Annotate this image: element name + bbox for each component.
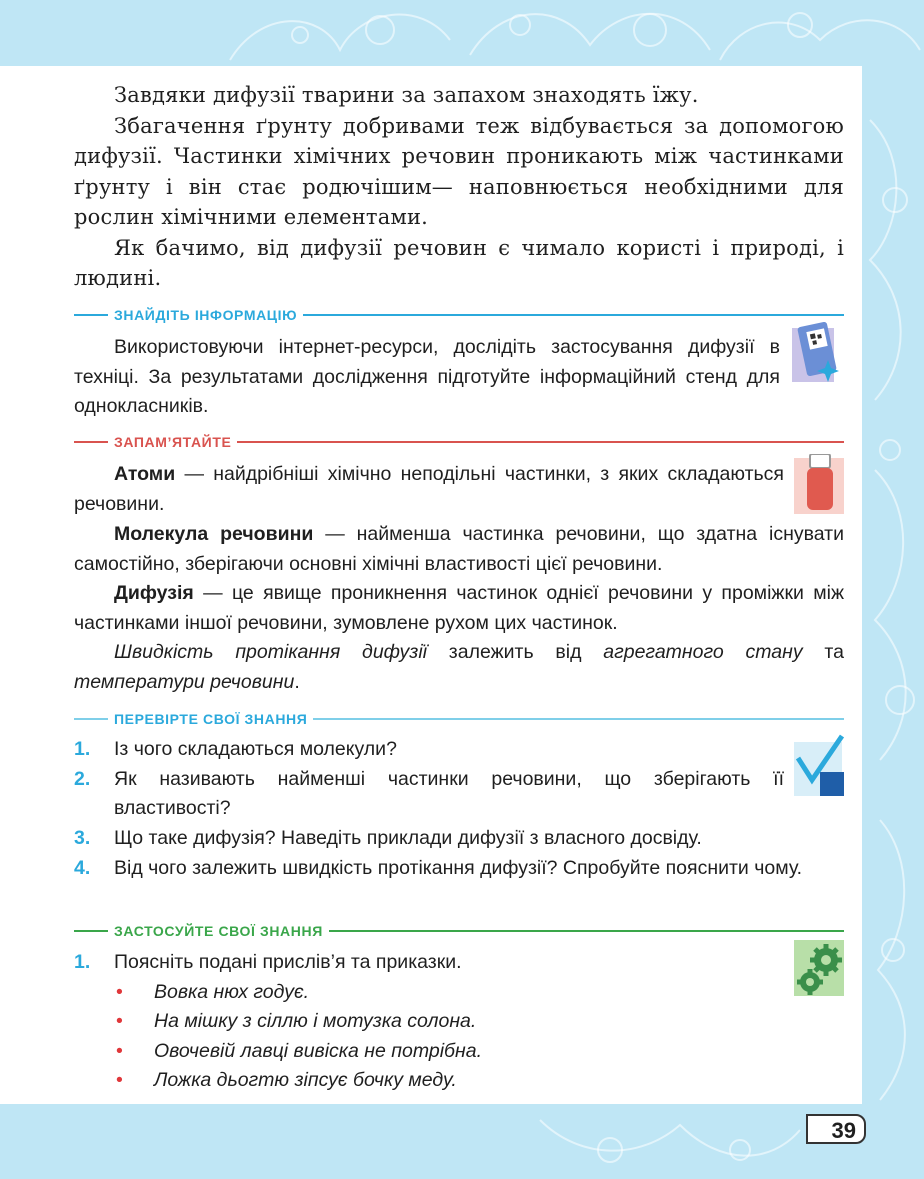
apply-heading	[74, 923, 844, 939]
em-temperature: температури речовини	[74, 670, 295, 693]
em-diffusion-rate: Швидкість протікання дифузії	[114, 641, 428, 663]
heading-dash	[74, 314, 108, 316]
remember-def-atoms	[74, 460, 784, 519]
apply-title: ЗАСТОСУЙТЕ СВОЇ ЗНАННЯ	[114, 923, 323, 939]
usb-drive-icon	[794, 454, 846, 516]
bullet-icon: •	[116, 980, 123, 1003]
proverb-text: Овочевій лавці вивіска не потрібна.	[154, 1039, 483, 1062]
term-molecule: Молекула речовини	[114, 523, 314, 545]
question-number: 3.	[74, 827, 91, 849]
question-text: Від чого залежить швидкість протікання дифузії? Спробуйте пояснити чому.	[114, 856, 803, 879]
question-item	[74, 824, 844, 854]
question-text: Як називають найменші частинки речовини, що зберігають її властивості?	[114, 767, 784, 819]
check-questions	[74, 735, 784, 824]
heading-dash	[74, 441, 108, 443]
intro-paragraph: Збагачення ґрунту добривами теж відбувається за допомогою дифузії. Частинки хімічних речовин проникають між частинками ґрунту і він стає родючішим— наповнюється необхідними для рослин хімічними елементами.	[74, 113, 844, 229]
intro-paragraph: Як бачимо, від дифузії речовин є чимало користі і природі, і людині.	[74, 235, 844, 290]
question-item	[74, 854, 844, 884]
check-title: ПЕРЕВІРТЕ СВОЇ ЗНАННЯ	[114, 711, 308, 727]
find-info-body	[74, 333, 780, 422]
find-info-text: Використовуючи інтернет-ресурси, дослідіть застосування дифузії в техніці. За результатами дослідження підготуйте інформаційний стенд для однокласників.	[74, 336, 780, 417]
question-number: 2.	[74, 767, 91, 790]
remember-defs	[74, 520, 844, 697]
heading-dash	[74, 930, 108, 932]
remember-title: ЗАПАМ’ЯТАЙТЕ	[114, 434, 232, 450]
task-text: Поясніть подані прислів’я та приказки.	[114, 951, 462, 973]
question-text: Із чого складаються молекули?	[114, 738, 397, 760]
heading-rule	[303, 314, 844, 316]
proverb-text: Ложка дьогтю зіпсує бочку меду.	[154, 1069, 457, 1091]
term-diffusion: Дифузія	[114, 582, 194, 604]
question-item	[74, 765, 784, 824]
def-atoms-text: — найдрібніші хімічно неподільні частинки, з яких складаються речовини.	[74, 463, 784, 515]
def-molecule-text: — найменша частинка речовини, що здатна існувати самостійно, зберігаючи основні хімічні властивості цієї речовини.	[74, 523, 844, 575]
remember-heading	[74, 434, 844, 450]
heading-rule	[237, 441, 844, 443]
bullet-icon: •	[116, 1069, 123, 1091]
question-number: 4.	[74, 856, 91, 879]
proverb-item	[74, 1066, 784, 1096]
question-number: 1.	[74, 738, 91, 760]
find-info-heading	[74, 307, 844, 323]
check-questions-more	[74, 824, 844, 883]
task-item	[74, 948, 784, 978]
check-heading	[74, 711, 844, 727]
proverb-item	[74, 1037, 784, 1067]
proverb-text: Вовка нюх годує.	[154, 980, 310, 1003]
question-text: Що таке дифузія? Наведіть приклади дифузії з власного досвіду.	[114, 827, 702, 849]
em-aggregate-state: агрегатного стану	[603, 641, 803, 663]
term-atoms: Атоми	[114, 463, 176, 485]
heading-rule	[329, 930, 844, 932]
page-number: 39	[806, 1114, 866, 1144]
proverb-text: На мішку з сіллю і мотузка солона.	[154, 1010, 477, 1032]
proverb-item	[74, 1007, 784, 1037]
checkmark-icon	[794, 734, 846, 798]
question-item	[74, 735, 784, 765]
heading-dash	[74, 718, 108, 720]
apply-task	[74, 948, 784, 1096]
intro-paragraph: Завдяки дифузії тварини за запахом знаходять їжу.	[114, 83, 699, 107]
qr-phone-icon	[788, 322, 848, 386]
find-info-title: ЗНАЙДІТЬ ІНФОРМАЦІЮ	[114, 307, 298, 323]
def-diffusion-text: — це явище проникнення частинок однієї речовини у проміжки між частинками іншої речовини, зумовлене рухом цих частинок.	[74, 582, 844, 634]
def-rate-text: залежить від	[427, 641, 604, 663]
intro-paragraphs	[74, 80, 844, 294]
task-number: 1.	[74, 951, 91, 973]
bullet-icon: •	[116, 1010, 123, 1032]
heading-rule	[313, 718, 844, 720]
proverb-item	[74, 978, 784, 1008]
def-rate-text2: та	[802, 641, 844, 663]
def-rate-end: .	[294, 670, 300, 693]
gears-icon	[794, 940, 846, 998]
bullet-icon: •	[116, 1039, 123, 1062]
